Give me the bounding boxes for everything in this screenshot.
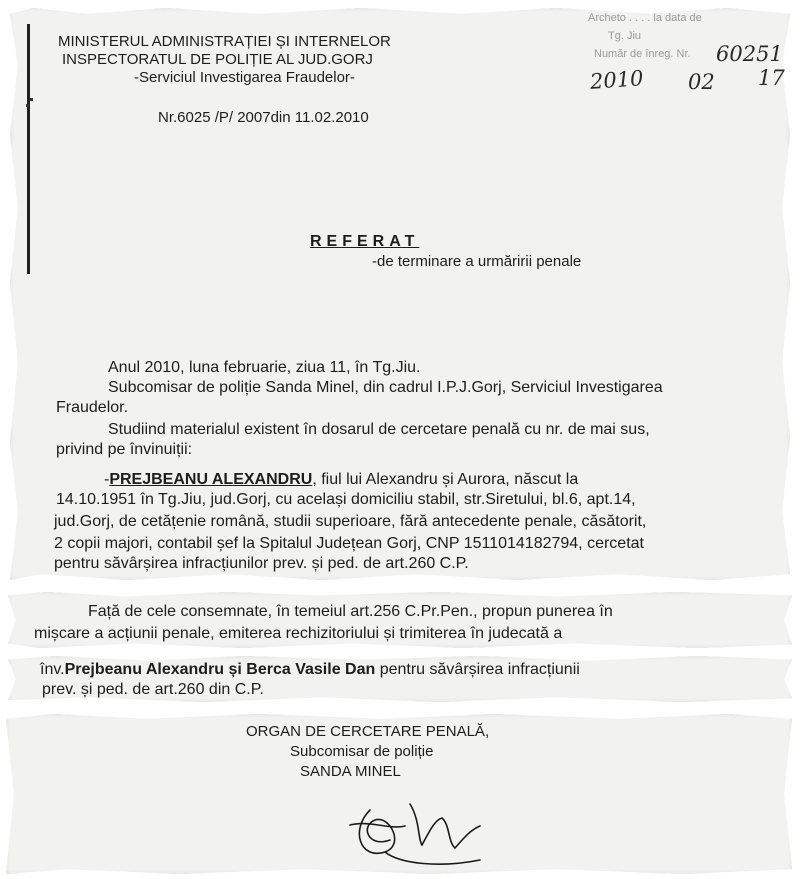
stamp-line: Archeto . . . . la data de	[588, 12, 702, 24]
document-subtitle: -de terminare a urmăririi penale	[372, 253, 582, 270]
date-paragraph: Anul 2010, luna februarie, ziua 11, în Tg.Jiu.	[108, 359, 421, 376]
proposal-prefix: înv.	[40, 661, 65, 678]
study-paragraph-line: Studiind materialul existent în dosarul de cercetare penală cu nr. de mai sus,	[108, 421, 650, 438]
accused-detail-line: jud.Gorj, de cetățenie română, studii superioare, fără antecedente penale, căsătorit,	[54, 513, 647, 530]
stamp-year: 2010	[589, 66, 645, 94]
proposal-rest: pentru săvârșirea infracțiunii	[375, 661, 580, 678]
officer-paragraph-line: Subcomisar de poliție Sanda Minel, din cadrul I.P.J.Gorj, Serviciul Investigarea	[108, 379, 663, 396]
stamp-day: 17	[758, 66, 785, 90]
handwritten-signature	[330, 790, 500, 870]
margin-mark	[30, 98, 33, 101]
stamp-number: 60251	[716, 42, 783, 66]
inspectorate-heading: INSPECTORATUL DE POLIȚIE AL JUD.GORJ	[62, 51, 373, 68]
registration-stamp	[588, 12, 785, 100]
conclusion-line: Față de cele consemnate, în temeiul art.256 C.Pr.Pen., propun punerea în	[88, 603, 613, 620]
signature-rank: Subcomisar de poliție	[290, 743, 434, 760]
service-heading: -Serviciul Investigarea Fraudelor-	[134, 69, 355, 86]
margin-line	[27, 24, 30, 274]
stamp-month: 02	[688, 70, 715, 94]
officer-paragraph-line: Fraudelor.	[56, 399, 129, 416]
accused-line	[104, 470, 578, 489]
signature-organ: ORGAN DE CERCETARE PENALĂ,	[246, 723, 490, 740]
proposal-names: Prejbeanu Alexandru și Berca Vasile Dan	[64, 661, 376, 678]
accused-details: , fiul lui Alexandru și Aurora, născut la	[312, 471, 579, 488]
conclusion-line: mișcare a acțiunii penale, emiterea rechizitoriului și trimiterea în judecată a	[34, 625, 563, 642]
study-paragraph-line: privind pe învinuiții:	[56, 441, 193, 458]
document-title: REFERAT	[310, 233, 420, 250]
margin-mark	[26, 104, 29, 107]
stamp-line: Tg. Jiu	[608, 30, 642, 42]
proposal-line: prev. și ped. de art.260 din C.P.	[42, 681, 264, 698]
reference-number: Nr.6025 /P/ 2007din 11.02.2010	[158, 109, 369, 126]
accused-detail-line: 2 copii majori, contabil șef la Spitalul Județean Gorj, CNP 1511014182794, cercetat	[54, 535, 644, 552]
proposal-line	[40, 660, 580, 679]
accused-detail-line: pentru săvârșirea infracțiunilor prev. și ped. de art.260 C.P.	[54, 555, 469, 572]
signature-name: SANDA MINEL	[300, 763, 401, 780]
accused-prefix: -	[104, 471, 110, 488]
ministry-heading: MINISTERUL ADMINISTRAȚIEI ȘI INTERNELOR	[58, 33, 391, 50]
stamp-line: Număr de înreg. Nr.	[594, 48, 691, 60]
accused-detail-line: 14.10.1951 în Tg.Jiu, jud.Gorj, cu același domiciliu stabil, str.Siretului, bl.6, apt.14,	[56, 491, 636, 508]
accused-name: PREJBEANU ALEXANDRU	[109, 471, 313, 488]
